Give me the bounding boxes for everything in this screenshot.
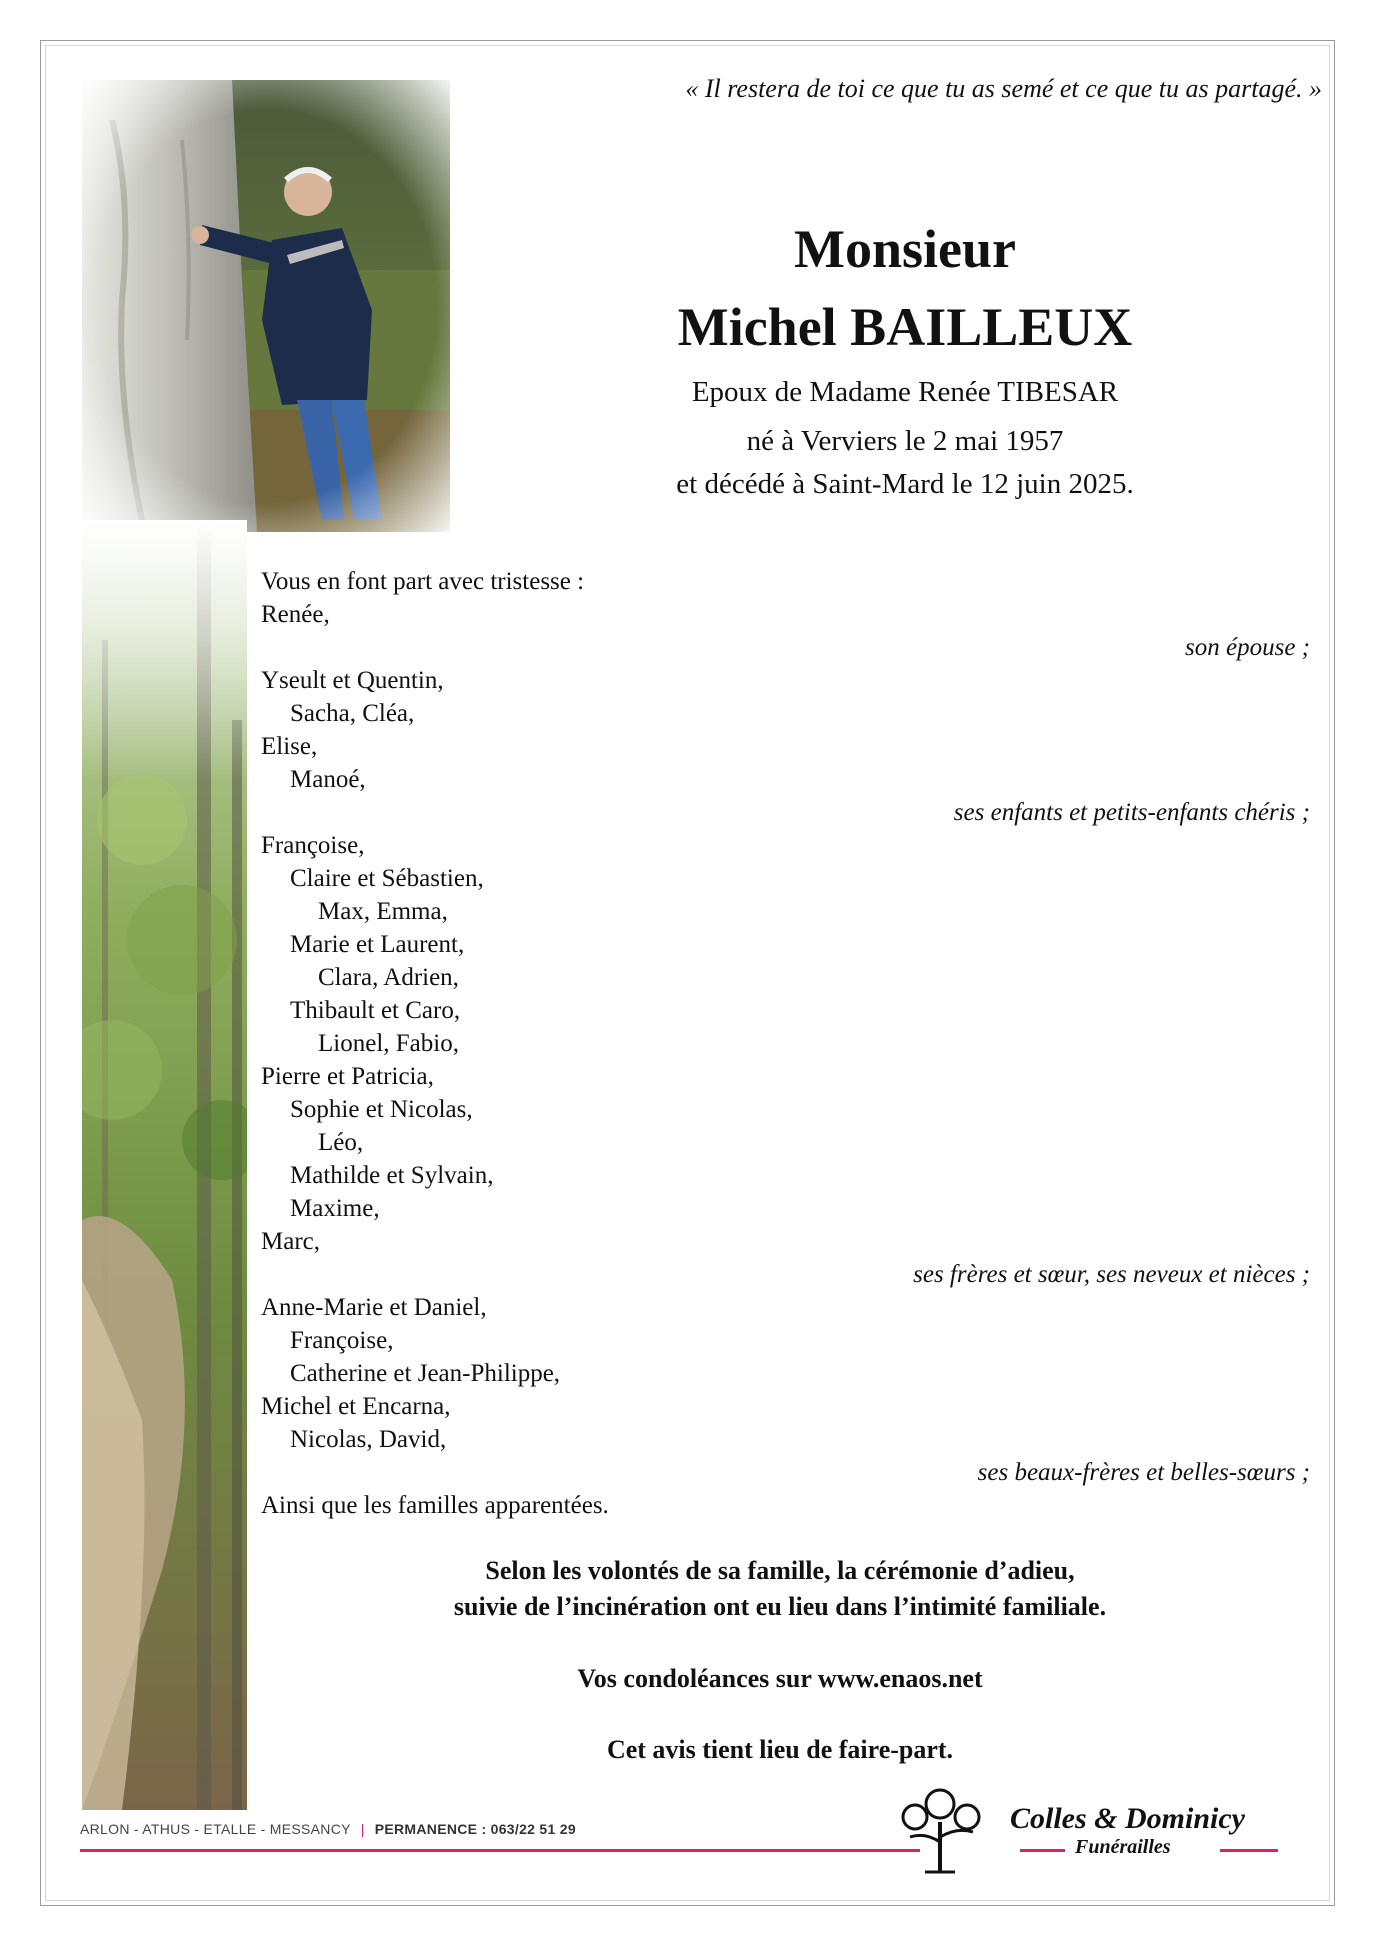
- death-line: et décédé à Saint-Mard le 12 juin 2025.: [676, 468, 1134, 500]
- footer-rule-mid: [1020, 1849, 1065, 1852]
- family-member-line: Françoise,: [290, 1327, 394, 1354]
- family-member-line: Ainsi que les familles apparentées.: [261, 1492, 609, 1519]
- epigraph-quote: « Il restera de toi ce que tu as semé et ce que tu as partagé. »: [685, 74, 1322, 103]
- family-member-line: Manoé,: [290, 766, 366, 793]
- family-member-line: Michel et Encarna,: [261, 1393, 451, 1420]
- family-member-line: Marc,: [261, 1228, 320, 1255]
- family-member-line: Marie et Laurent,: [290, 931, 465, 958]
- family-member-line: Yseult et Quentin,: [261, 667, 444, 694]
- family-member-line: Sophie et Nicolas,: [290, 1096, 473, 1123]
- family-role-label: son épouse ;: [1185, 634, 1310, 661]
- ceremony-notice-line1: Selon les volontés de sa famille, la cérémonie d’adieu,: [485, 1556, 1075, 1585]
- forest-fade-overlay: [82, 520, 247, 780]
- family-member-line: Lionel, Fabio,: [318, 1030, 459, 1057]
- footer-rule-right: [1220, 1849, 1278, 1852]
- family-member-line: Elise,: [261, 733, 318, 760]
- family-member-line: Max, Emma,: [318, 898, 448, 925]
- ceremony-notice-line2: suivie de l’incinération ont eu lieu dans l’intimité familiale.: [453, 1592, 1107, 1621]
- family-role-label: ses enfants et petits-enfants chéris ;: [953, 799, 1310, 826]
- family-member-line: Thibault et Caro,: [290, 997, 461, 1024]
- family-intro: Vous en font part avec tristesse :: [261, 568, 585, 595]
- family-list: [261, 565, 1311, 1522]
- family-member-line: Maxime,: [290, 1195, 380, 1222]
- family-member-line: Sacha, Cléa,: [290, 700, 415, 727]
- family-member-line: Catherine et Jean-Philippe,: [290, 1360, 561, 1387]
- birth-line: né à Verviers le 2 mai 1957: [746, 425, 1064, 457]
- footer-rule-left: [80, 1849, 920, 1852]
- family-member-line: Renée,: [261, 601, 330, 628]
- family-role-label: ses frères et sœur, ses neveux et nièces ;: [913, 1261, 1310, 1288]
- family-member-line: Claire et Sébastien,: [290, 865, 484, 892]
- family-member-line: Mathilde et Sylvain,: [290, 1162, 494, 1189]
- footer-locations: ARLON - ATHUS - ETALLE - MESSANCY: [80, 1821, 351, 1837]
- family-member-line: Clara, Adrien,: [318, 964, 459, 991]
- footer-permanence: PERMANENCE : 063/22 51 29: [374, 1821, 576, 1837]
- family-role-label: ses beaux-frères et belles-sœurs ;: [977, 1459, 1310, 1486]
- footer-contact: [80, 1821, 576, 1837]
- portrait-photo: [82, 80, 450, 532]
- family-member-line: Françoise,: [261, 832, 365, 859]
- family-member-line: Anne-Marie et Daniel,: [261, 1294, 487, 1321]
- footer-separator: |: [360, 1821, 365, 1837]
- faire-part-notice: Cet avis tient lieu de faire-part.: [606, 1735, 954, 1764]
- tree-logo-icon: [885, 1782, 995, 1882]
- title-honorific: Monsieur: [794, 219, 1016, 279]
- deceased-name: Michel BAILLEUX: [677, 297, 1133, 357]
- brand-name: Colles & Dominicy: [1010, 1802, 1245, 1835]
- family-lines: [261, 598, 1311, 1522]
- brand-subtitle: Funérailles: [1075, 1836, 1171, 1858]
- spouse-line: Epoux de Madame Renée TIBESAR: [691, 376, 1119, 408]
- family-member-line: Nicolas, David,: [290, 1426, 447, 1453]
- condolences-link[interactable]: Vos condoléances sur www.enaos.net: [577, 1664, 983, 1693]
- family-member-line: Léo,: [318, 1129, 364, 1156]
- family-member-line: Pierre et Patricia,: [261, 1063, 434, 1090]
